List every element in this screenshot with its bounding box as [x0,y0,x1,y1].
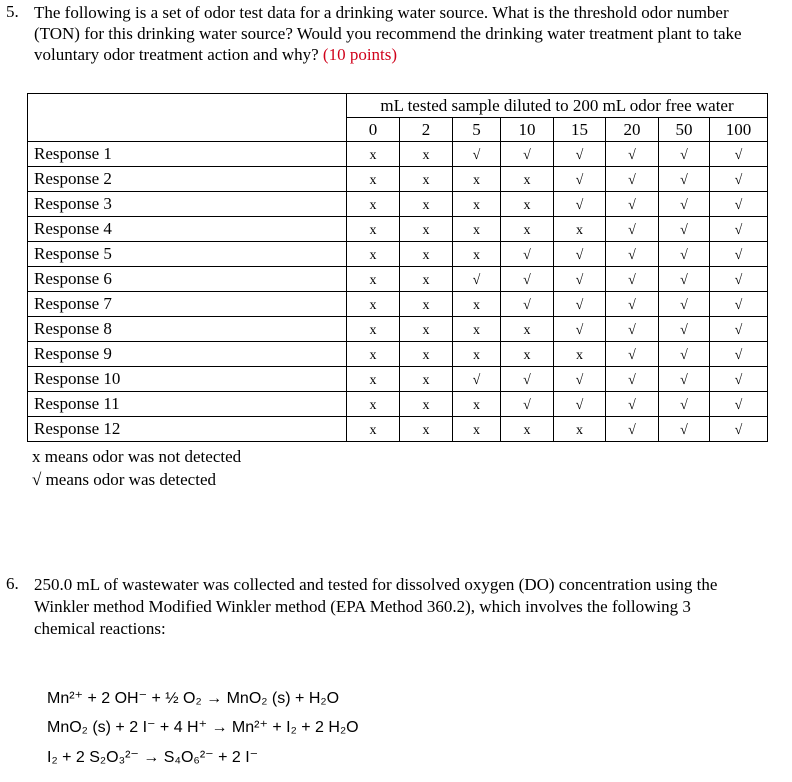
response-label: Response 5 [28,242,347,267]
reaction-3: I₂ + 2 S₂O₃²⁻ → S₄O₆²⁻ + 2 I⁻ [47,749,259,766]
odor-test-table [27,93,768,442]
response-mark: √ [606,342,659,367]
response-mark: x [501,342,554,367]
response-label: Response 9 [28,342,347,367]
table-row [28,292,768,317]
response-mark: √ [554,242,606,267]
volume-header-cell: 100 [710,118,768,142]
question-5-text [34,2,754,65]
response-mark: x [501,192,554,217]
response-mark: √ [659,417,710,442]
response-mark: x [347,217,400,242]
response-mark: √ [710,292,768,317]
response-mark: x [347,267,400,292]
response-mark: √ [659,242,710,267]
response-mark: √ [606,267,659,292]
response-label: Response 8 [28,317,347,342]
response-mark: √ [453,267,501,292]
response-mark: x [347,167,400,192]
response-mark: x [400,342,453,367]
table-row [28,367,768,392]
table-legend [32,445,241,491]
response-mark: √ [710,317,768,342]
response-label: Response 3 [28,192,347,217]
question-5-points: (10 points) [322,45,398,64]
response-mark: √ [659,167,710,192]
header-empty-cell [28,94,347,142]
table-row [28,392,768,417]
response-label: Response 1 [28,142,347,167]
response-mark: √ [453,367,501,392]
response-label: Response 6 [28,267,347,292]
volume-header-cell: 20 [606,118,659,142]
response-mark: √ [710,267,768,292]
response-mark: √ [710,417,768,442]
reaction-2: MnO₂ (s) + 2 I⁻ + 4 H⁺ → Mn²⁺ + I₂ + 2 H₂O [47,719,359,736]
response-mark: x [554,217,606,242]
response-mark: √ [554,267,606,292]
volume-header-cell: 50 [659,118,710,142]
response-mark: √ [606,292,659,317]
table-row [28,267,768,292]
response-mark: √ [606,367,659,392]
response-mark: √ [501,267,554,292]
response-mark: √ [659,217,710,242]
response-mark: √ [659,267,710,292]
response-mark: x [453,317,501,342]
response-mark: x [400,192,453,217]
response-mark: x [501,217,554,242]
response-mark: √ [659,142,710,167]
response-mark: x [453,292,501,317]
response-mark: √ [606,392,659,417]
response-mark: √ [554,317,606,342]
response-mark: x [400,167,453,192]
response-mark: x [347,292,400,317]
response-mark: x [453,167,501,192]
response-mark: √ [606,417,659,442]
response-mark: √ [501,292,554,317]
response-mark: x [501,317,554,342]
response-mark: x [554,417,606,442]
response-mark: x [554,342,606,367]
response-mark: x [453,417,501,442]
response-mark: √ [659,342,710,367]
response-label: Response 7 [28,292,347,317]
response-mark: x [347,142,400,167]
table-row [28,142,768,167]
volume-header-cell: 2 [400,118,453,142]
legend-x: x means odor was not detected [32,447,242,466]
response-label: Response 2 [28,167,347,192]
response-mark: √ [501,367,554,392]
response-mark: x [347,192,400,217]
dilution-header: mL tested sample diluted to 200 mL odor free water [347,94,768,118]
response-mark: √ [606,142,659,167]
response-mark: x [347,342,400,367]
question-6-number: 6. [6,574,19,593]
response-mark: x [400,392,453,417]
response-mark: √ [554,292,606,317]
response-mark: √ [710,192,768,217]
volume-header-cell: 0 [347,118,400,142]
response-mark: x [347,392,400,417]
volume-header-cell: 5 [453,118,501,142]
response-mark: x [400,417,453,442]
response-mark: √ [554,142,606,167]
response-mark: √ [554,192,606,217]
response-mark: √ [659,392,710,417]
response-mark: x [501,417,554,442]
response-mark: x [347,242,400,267]
response-label: Response 12 [28,417,347,442]
response-mark: √ [710,367,768,392]
table-header-row [28,94,768,118]
response-mark: x [453,392,501,417]
response-mark: √ [501,142,554,167]
question-5-number: 5. [6,2,19,21]
response-mark: √ [501,392,554,417]
response-mark: x [400,317,453,342]
response-mark: x [347,417,400,442]
response-mark: √ [659,367,710,392]
response-mark: √ [606,167,659,192]
table-row [28,217,768,242]
response-mark: x [400,267,453,292]
response-mark: √ [606,242,659,267]
question-6-text: 250.0 mL of wastewater was collected and tested for dissolved oxygen (DO) concentration using the Winkler method Modified Winkler method (EPA Method 360.2), which involves the following 3 chemical reactions: [34,575,718,638]
response-mark: x [400,217,453,242]
response-mark: √ [554,367,606,392]
response-mark: √ [453,142,501,167]
response-mark: √ [606,317,659,342]
table-row [28,167,768,192]
response-mark: √ [710,167,768,192]
table-row [28,342,768,367]
response-mark: x [400,242,453,267]
response-mark: √ [710,392,768,417]
response-mark: x [501,167,554,192]
response-mark: √ [606,217,659,242]
response-label: Response 11 [28,392,347,417]
table-row [28,417,768,442]
response-mark: x [400,142,453,167]
response-mark: x [453,217,501,242]
response-mark: √ [659,292,710,317]
table-row [28,317,768,342]
response-mark: x [400,367,453,392]
table-row [28,192,768,217]
response-mark: √ [710,242,768,267]
response-mark: √ [710,142,768,167]
response-mark: x [453,242,501,267]
volume-header-cell: 10 [501,118,554,142]
response-mark: √ [606,192,659,217]
question-5-prompt: The following is a set of odor test data for a drinking water source. What is the threshold odor number (TON) for this drinking water source? Would you recommend the drinking water treatment plant to take voluntary odor treatment action and why? [34,3,742,64]
response-mark: √ [659,317,710,342]
response-label: Response 4 [28,217,347,242]
table-row [28,242,768,267]
legend-check: √ means odor was detected [32,470,216,489]
volume-header-cell: 15 [554,118,606,142]
response-mark: √ [710,217,768,242]
response-mark: √ [501,242,554,267]
response-mark: √ [554,392,606,417]
response-label: Response 10 [28,367,347,392]
response-mark: √ [659,192,710,217]
response-mark: √ [710,342,768,367]
response-mark: x [400,292,453,317]
response-mark: √ [554,167,606,192]
response-mark: x [453,342,501,367]
reaction-1: Mn²⁺ + 2 OH⁻ + ½ O₂ → MnO₂ (s) + H₂O [47,690,340,707]
response-mark: x [453,192,501,217]
response-mark: x [347,367,400,392]
response-mark: x [347,317,400,342]
